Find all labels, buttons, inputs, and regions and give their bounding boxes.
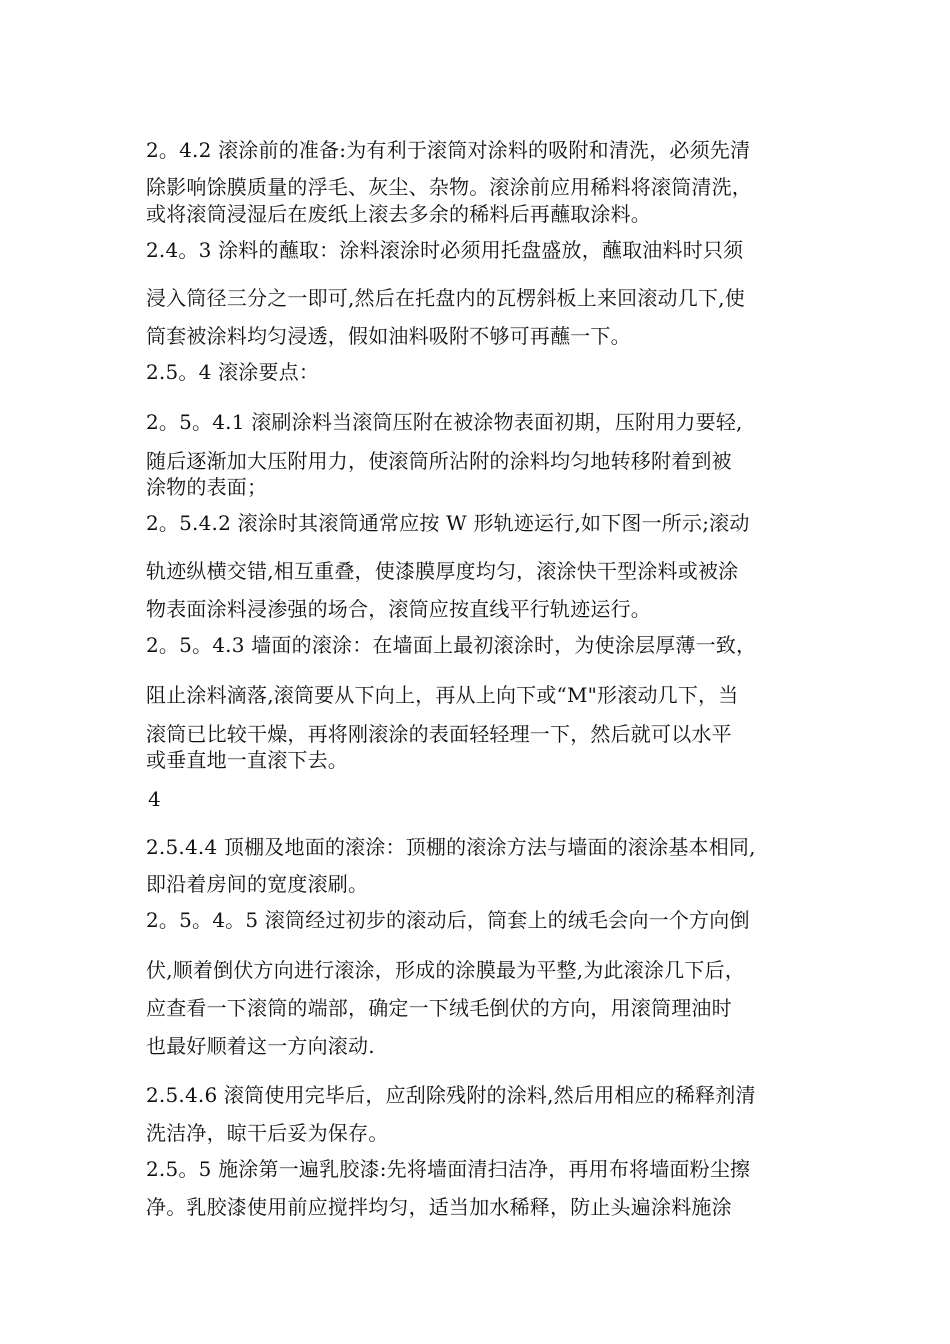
text-line: 浸入筒径三分之一即可,然后在托盘内的瓦楞斜板上来回滚动几下,使 xyxy=(146,286,745,310)
text-line: 2。5。4.1 滚刷涂料当滚筒压附在被涂物表面初期，压附用力要轻, xyxy=(146,410,743,434)
text-line: 或垂直地一直滚下去。 xyxy=(146,748,348,772)
text-line: 伏,顺着倒伏方向进行滚涂，形成的涂膜最为平整,为此滚涂几下后， xyxy=(146,958,745,982)
text-line: 净。乳胶漆使用前应搅拌均匀，适当加水稀释，防止头遍涂料施涂 xyxy=(146,1195,732,1219)
text-line: 物表面涂料浸渗强的场合，滚筒应按直线平行轨迹运行。 xyxy=(146,597,651,621)
text-line: 2.4。3 涂料的蘸取：涂料滚涂时必须用托盘盛放，蘸取油料时只须 xyxy=(146,238,744,262)
text-line: 阻止涂料滴落,滚筒要从下向上，再从上向下或“M"形滚动几下，当 xyxy=(146,683,739,707)
text-line: 轨迹纵横交错,相互重叠，使漆膜厚度均匀，滚涂快干型涂料或被涂 xyxy=(146,559,739,583)
text-line: 除影响馀膜质量的浮毛、灰尘、杂物。滚涂前应用稀料将滚筒清洗， xyxy=(146,175,752,199)
text-line: 2。5。4.3 墙面的滚涂：在墙面上最初滚涂时，为使涂层厚薄一致， xyxy=(146,633,757,657)
text-line: 应查看一下滚筒的端部，确定一下绒毛倒伏的方向，用滚筒理油时 xyxy=(146,996,732,1020)
text-line: 2.5。5 施涂第一遍乳胶漆:先将墙面清扫洁净，再用布将墙面粉尘擦 xyxy=(146,1157,751,1181)
text-line: 2.5。4 滚涂要点： xyxy=(146,360,320,384)
text-line: 筒套被涂料均匀浸透，假如油料吸附不够可再蘸一下。 xyxy=(146,324,631,348)
text-line: 2.5.4.4 顶棚及地面的滚涂：顶棚的滚涂方法与墙面的滚涂基本相同, xyxy=(146,835,756,859)
page-number: 4 xyxy=(148,787,161,811)
text-line: 2.5.4.6 滚筒使用完毕后，应刮除残附的涂料,然后用相应的稀释剂清 xyxy=(146,1083,756,1107)
text-line: 2。5。4。5 滚筒经过初步的滚动后，筒套上的绒毛会向一个方向倒 xyxy=(146,908,750,932)
text-line: 滚筒已比较干燥，再将刚滚涂的表面轻轻理一下，然后就可以水平 xyxy=(146,722,732,746)
text-line: 随后逐渐加大压附用力，使滚筒所沾附的涂料均匀地转移附着到被 xyxy=(146,449,732,473)
text-line: 也最好顺着这一方向滚动. xyxy=(146,1034,375,1058)
text-line: 即沿着房间的宽度滚刷。 xyxy=(146,872,369,896)
text-line: 2。5.4.2 滚涂时其滚筒通常应按 W 形轨迹运行,如下图一所示;滚动 xyxy=(146,511,750,535)
text-line: 洗洁净，晾干后妥为保存。 xyxy=(146,1121,389,1145)
text-line: 或将滚筒浸湿后在废纸上滚去多余的稀料后再蘸取涂料。 xyxy=(146,202,651,226)
text-line: 涂物的表面； xyxy=(146,475,268,499)
text-line: 2。4.2 滚涂前的准备:为有利于滚筒对涂料的吸附和清洗，必须先清 xyxy=(146,138,751,162)
